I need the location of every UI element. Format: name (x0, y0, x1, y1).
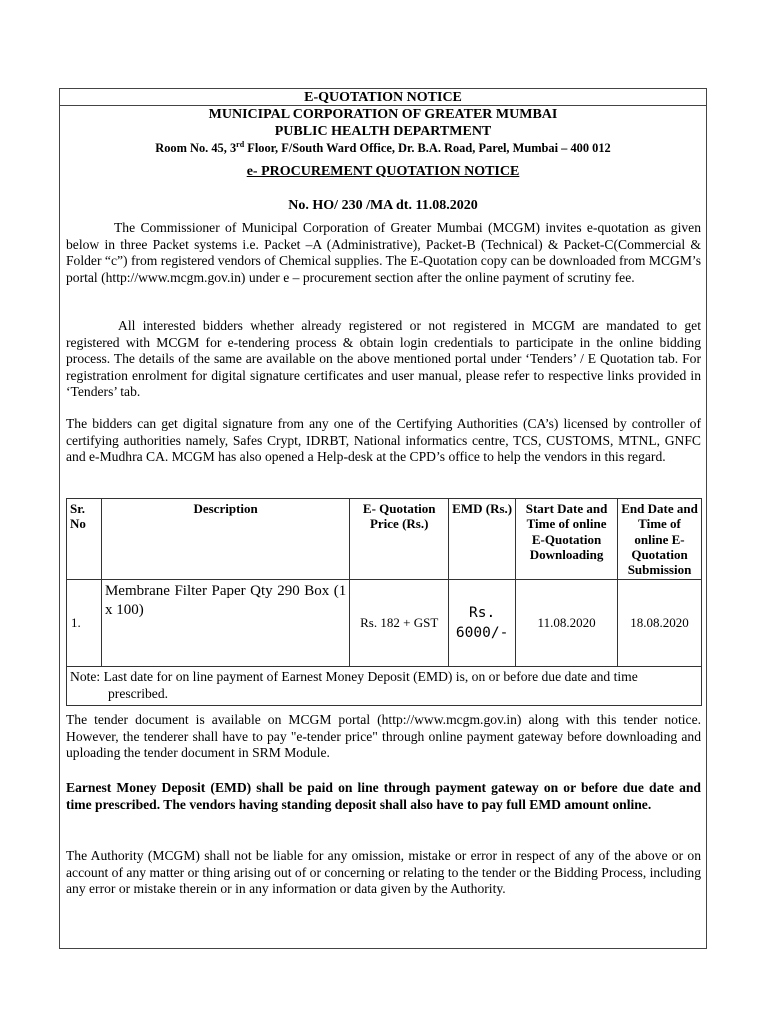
header-emd: EMD (Rs.) (449, 499, 516, 580)
row-sr-no: 1. (67, 580, 102, 667)
emd-paragraph: Earnest Money Deposit (EMD) shall be paid on line through payment gateway on or before due date and time prescribed. The vendors having standing deposit shall also have to pay full EMD amount online. (66, 780, 701, 812)
header-sr-no: Sr. No (67, 499, 102, 580)
table-note-cell (67, 667, 702, 706)
intro-paragraph: The Commissioner of Municipal Corporation of Greater Mumbai (MCGM) invites e-quotation as given below in three Packet systems i.e. Packet –A (Administrative), Packet-B (Technical) & Packet-C(Commercial & Folder “c”) from registered vendors of Chemical supplies. The E-Quotation copy can be downloaded from MCGM’s portal (http://www.mcgm.gov.in) under e – procurement section after the online payment of scrutiny fee. (66, 220, 701, 285)
row-description: Membrane Filter Paper Qty 290 Box (1 x 100) (101, 580, 349, 667)
tender-document-paragraph: The tender document is available on MCGM portal (http://www.mcgm.gov.in) along with this tender notice. However, the tenderer shall have to pay "e-tender price" through online payment gateway before downloading and uploading the tender document in SRM Module. (66, 712, 701, 761)
header-description: Description (101, 499, 349, 580)
row-end-date: 18.08.2020 (618, 580, 702, 667)
procurement-heading: e- PROCUREMENT QUOTATION NOTICE (246, 164, 520, 179)
liability-paragraph: The Authority (MCGM) shall not be liable for any omission, mistake or error in respect of any of the above or on account of any matter or thing arising out of or concerning or relating to the tender or the Bidding Process, including any error or mistake therein or in any information or data given by the Authority. (66, 848, 701, 897)
organization-name: MUNICIPAL CORPORATION OF GREATER MUMBAI (208, 107, 558, 122)
table-header-row (67, 499, 702, 580)
row-emd: Rs. 6000/- (449, 580, 516, 667)
notice-title: E-QUOTATION NOTICE (304, 90, 462, 105)
table-note-row (67, 667, 702, 706)
header-end-date: End Date and Time of online E-Quotation Submission (618, 499, 702, 580)
address-part-2: Floor, F/South Ward Office, Dr. B.A. Road, Parel, Mumbai – 400 012 (244, 141, 611, 155)
department-name: PUBLIC HEALTH DEPARTMENT (274, 124, 492, 139)
row-price: Rs. 182 + GST (350, 580, 449, 667)
registration-paragraph: All interested bidders whether already registered or not registered in MCGM are mandated to get registered with MCGM for e-tendering process & obtain login credentials to participate in the online bidding process. The details of the same are available on the above mentioned portal under ‘Tenders’ / E Quotation tab. For registration enrolment for digital signature certificates and user manual, please refer to respective links provided in ‘Tenders’ tab. (66, 318, 701, 400)
table-note: Note: Last date for on line payment of Earnest Money Deposit (EMD) is, on or before due date and time prescribed. (70, 669, 638, 701)
digital-signature-paragraph: The bidders can get digital signature from any one of the Certifying Authorities (CA’s) licensed by controller of certifying authorities namely, Safes Crypt, IDRBT, National informatics centre, TCS, CUSTOMS, MTNL, GNFC and e-Mudhra CA. MCGM has also opened a Help-desk at the CPD’s office to help the vendors in this regard. (66, 416, 701, 465)
table-row (67, 580, 702, 667)
office-address (59, 141, 707, 156)
address-superscript: rd (236, 140, 245, 149)
header-start-date: Start Date and Time of online E-Quotation Downloading (516, 499, 618, 580)
address-part-1: Room No. 45, 3 (155, 141, 237, 155)
row-start-date: 11.08.2020 (516, 580, 618, 667)
header-price: E- Quotation Price (Rs.) (350, 499, 449, 580)
quotation-table (66, 498, 702, 706)
notice-number: No. HO/ 230 /MA dt. 11.08.2020 (288, 198, 478, 213)
